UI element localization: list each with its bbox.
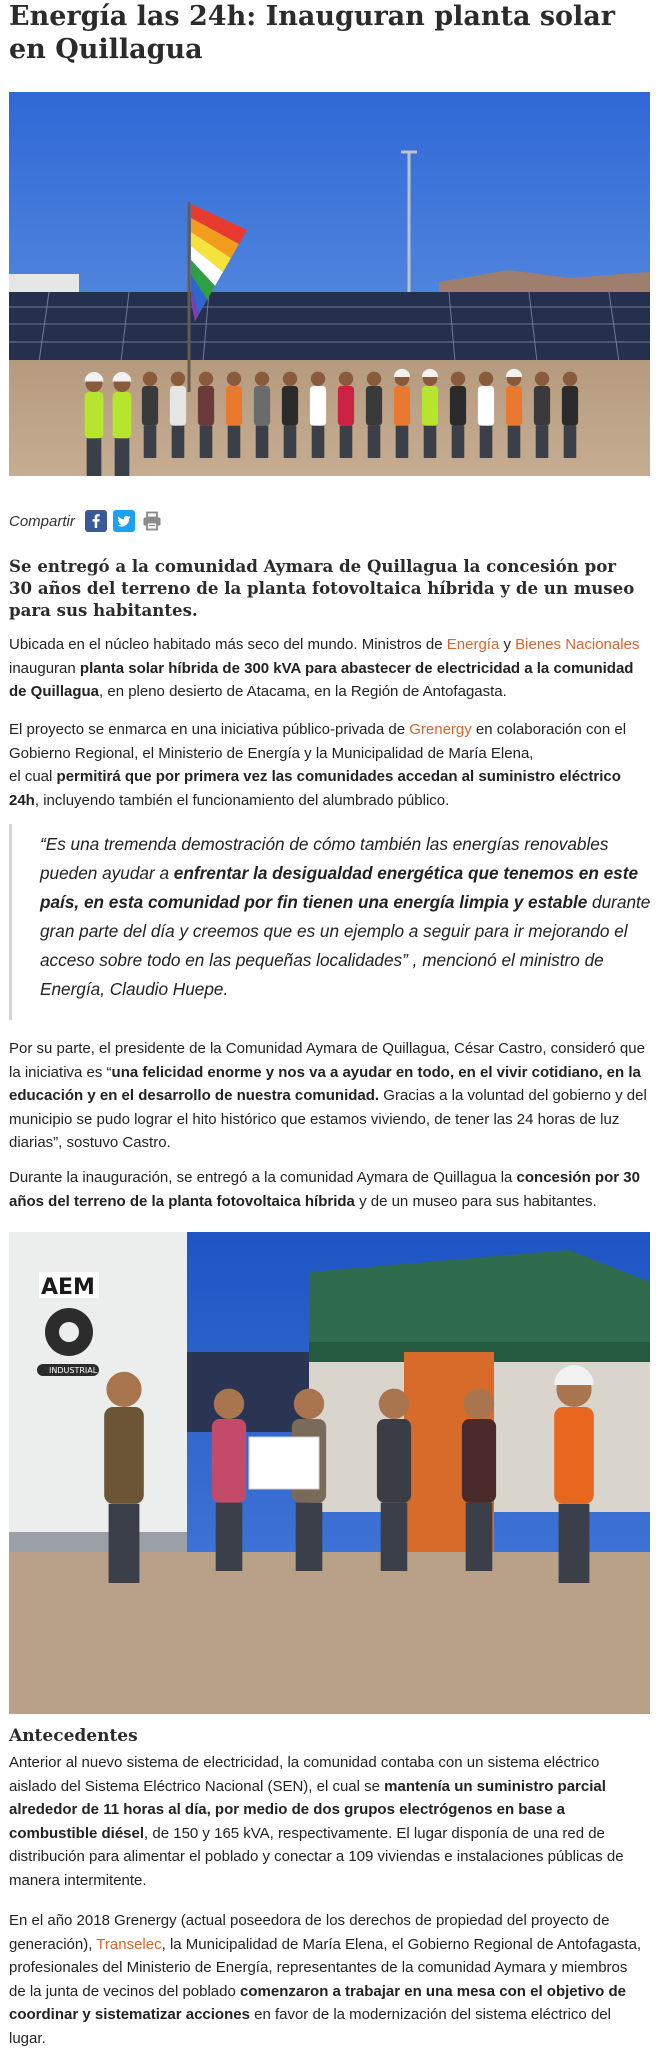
person-figure bbox=[212, 1419, 246, 1503]
text: , en pleno desierto de Atacama, en la Región de Antofagasta. bbox=[99, 683, 507, 700]
person-legs bbox=[508, 426, 521, 458]
person-legs bbox=[109, 1504, 140, 1583]
bold-text: mantenía un suministro parcial alrededor de 11 horas al día, por medio de dos grupos electrógenos en base a combustible diésel bbox=[9, 1777, 606, 1842]
person-figure bbox=[394, 386, 410, 426]
text: inauguran bbox=[9, 659, 80, 677]
bold-text: planta solar híbrida de 300 kVA para abastecer de electricidad a la comunidad de Quillagua bbox=[9, 659, 634, 700]
person-legs bbox=[228, 426, 241, 458]
person-figure bbox=[450, 386, 466, 426]
person-head bbox=[283, 372, 297, 386]
person-figure bbox=[310, 386, 326, 426]
person-legs bbox=[368, 426, 381, 458]
person-legs bbox=[296, 1503, 323, 1571]
person-figure bbox=[478, 386, 494, 426]
person-figure bbox=[366, 386, 382, 426]
bold-text: permitirá que por primera vez las comunidades accedan al suministro eléctrico 24h bbox=[9, 768, 621, 809]
person-figure bbox=[462, 1419, 496, 1503]
person-figure bbox=[377, 1419, 411, 1503]
aem-sign: AEM bbox=[41, 1275, 95, 1300]
person-head bbox=[227, 372, 241, 386]
person-figure bbox=[422, 386, 438, 426]
bold-text: concesión por 30 años del terreno de la planta fotovoltaica híbrida bbox=[9, 1169, 640, 1210]
facebook-icon[interactable] bbox=[85, 510, 107, 532]
text: , la Municipalidad de María Elena, el Gobierno Regional de Antofagasta, profesionales del Ministerio de Energía, representantes de la comunidad Aymara y miembros de la junta de vecinos del poblado bbox=[9, 1935, 642, 2000]
person-legs bbox=[144, 426, 157, 458]
person-figure bbox=[198, 386, 214, 426]
paragraph-3 bbox=[9, 1037, 647, 1155]
person-figure bbox=[85, 392, 104, 438]
person-head bbox=[379, 1389, 409, 1419]
text: en favor de la modernización del sistema eléctrico del lugar. bbox=[9, 2006, 611, 2047]
bold-text: comenzaron a trabajar en una mesa con el objetivo de coordinar y sistematizar acciones bbox=[9, 1982, 626, 2023]
person-legs bbox=[312, 426, 325, 458]
person-head bbox=[451, 372, 465, 386]
text: en colaboración con el Gobierno Regional, el Ministerio de Energía y la Municipalidad de María Elena, bbox=[9, 721, 627, 762]
person-figure bbox=[226, 386, 242, 426]
person-legs bbox=[172, 426, 185, 458]
person-head bbox=[311, 372, 325, 386]
text: y de un museo para sus habitantes. bbox=[354, 1192, 597, 1210]
minister-quote bbox=[9, 824, 656, 1020]
text: El proyecto se enmarca en una iniciativa público-privada de bbox=[9, 721, 410, 738]
person-legs bbox=[536, 426, 549, 458]
person-figure bbox=[170, 386, 186, 426]
person-legs bbox=[564, 426, 577, 458]
person-figure bbox=[254, 386, 270, 426]
person-legs bbox=[216, 1503, 243, 1571]
paragraph-6 bbox=[9, 1909, 647, 2050]
person-head bbox=[171, 372, 185, 386]
quote-text: durante gran parte del día y creemos que es un ejemplo a seguir para ir mejorando el acceso sobre todo en las pequeñas localidades” , mencionó el ministro de Energía, Claudio Huepe. bbox=[40, 892, 651, 999]
article-lead: Se entregó a la comunidad Aymara de Quillagua la concesión por 30 años del terreno de la planta fotovoltaica híbrida y de un museo para sus habitantes. bbox=[9, 556, 635, 620]
person-legs bbox=[396, 426, 409, 458]
person-legs bbox=[466, 1503, 493, 1571]
person-legs bbox=[340, 426, 353, 458]
person-head bbox=[367, 372, 381, 386]
link-transelec[interactable]: Transelec bbox=[96, 1935, 162, 1953]
section-heading-antecedentes: Antecedentes bbox=[9, 1726, 138, 1746]
text: , incluyendo también el funcionamiento del alumbrado público. bbox=[34, 791, 450, 809]
person-legs bbox=[256, 426, 269, 458]
paragraph-1 bbox=[9, 633, 647, 704]
text: Ubicada en el núcleo habitado más seco del mundo. Ministros de bbox=[9, 636, 447, 653]
paragraph-2 bbox=[9, 718, 647, 812]
person-legs bbox=[200, 426, 213, 458]
text: Durante la inauguración, se entregó a la comunidad Aymara de Quillagua la bbox=[9, 1169, 517, 1186]
article-photo-concession bbox=[9, 1232, 650, 1714]
link-bienes-nacionales[interactable]: Bienes Nacionales bbox=[515, 636, 640, 653]
person-figure bbox=[554, 1407, 594, 1504]
text: , de 150 y 165 kVA, respectivamente. El lugar disponía de una red de distribución para alimentar el poblado y conectar a 109 viviendas e instalaciones públicas de manera intermitente. bbox=[9, 1824, 624, 1889]
person-head bbox=[294, 1389, 324, 1419]
paragraph-4 bbox=[9, 1166, 647, 1213]
person-head bbox=[214, 1389, 244, 1419]
quote-text: “Es una tremenda demostración de cómo también las energías renovables pueden ayudar a bbox=[40, 834, 609, 883]
paragraph-5 bbox=[9, 1751, 647, 1892]
person-legs bbox=[284, 426, 297, 458]
person-head bbox=[563, 372, 577, 386]
twitter-icon[interactable] bbox=[113, 510, 135, 532]
person-head bbox=[535, 372, 549, 386]
person-head bbox=[106, 1372, 141, 1407]
person-figure bbox=[534, 386, 550, 426]
person-legs bbox=[480, 426, 493, 458]
person-figure bbox=[338, 386, 354, 426]
person-figure bbox=[104, 1407, 144, 1504]
share-label: Compartir bbox=[9, 512, 75, 530]
share-bar bbox=[9, 508, 163, 534]
person-legs bbox=[115, 438, 130, 476]
link-energia[interactable]: Energía bbox=[446, 636, 500, 653]
link-grenergy[interactable]: Grenergy bbox=[409, 721, 472, 738]
person-head bbox=[255, 372, 269, 386]
quote-bold: enfrentar la desigualdad energética que tenemos en este país, en esta comunidad por fin tienen una energía limpia y estable bbox=[40, 863, 639, 912]
person-head bbox=[479, 372, 493, 386]
person-figure bbox=[562, 386, 578, 426]
person-head bbox=[464, 1389, 494, 1419]
person-figure bbox=[113, 392, 132, 438]
text: En el año 2018 Grenergy (actual poseedora de los derechos de propiedad del proyecto de generación), bbox=[9, 1912, 610, 1953]
person-figure bbox=[506, 386, 522, 426]
text: Anterior al nuevo sistema de electricidad, la comunidad contaba con un sistema eléctrico aislado del Sistema Eléctrico Nacional (SEN), el cual se bbox=[9, 1754, 600, 1795]
person-head bbox=[143, 372, 157, 386]
bold-text: una felicidad enorme y nos va a ayudar en todo, en el vivir cotidiano, en la educación y en el desarrollo de nuestra comunidad. bbox=[9, 1063, 641, 1104]
person-legs bbox=[87, 438, 102, 476]
text: el cual bbox=[9, 768, 57, 785]
text: Por su parte, el presidente de la Comunidad Aymara de Quillagua, César Castro, consideró que la iniciativa es “ bbox=[9, 1040, 645, 1081]
person-figure bbox=[282, 386, 298, 426]
industrial-sign: INDUSTRIAL bbox=[49, 1366, 98, 1375]
person-legs bbox=[559, 1504, 590, 1583]
person-legs bbox=[452, 426, 465, 458]
person-figure bbox=[142, 386, 158, 426]
article-photo-solar-plant bbox=[9, 92, 650, 476]
text: y bbox=[499, 636, 516, 653]
person-head bbox=[199, 372, 213, 386]
article-title: Energía las 24h: Inauguran planta solar en Quillagua bbox=[9, 1, 616, 65]
text: Gracias a la voluntad del gobierno y del municipio se pudo lograr el hito histórico que estamos viviendo, de tener las 24 horas de luz diarias”, sostuvo Castro. bbox=[9, 1087, 647, 1151]
person-legs bbox=[424, 426, 437, 458]
person-head bbox=[339, 372, 353, 386]
print-icon[interactable] bbox=[141, 510, 163, 532]
person-legs bbox=[381, 1503, 408, 1571]
